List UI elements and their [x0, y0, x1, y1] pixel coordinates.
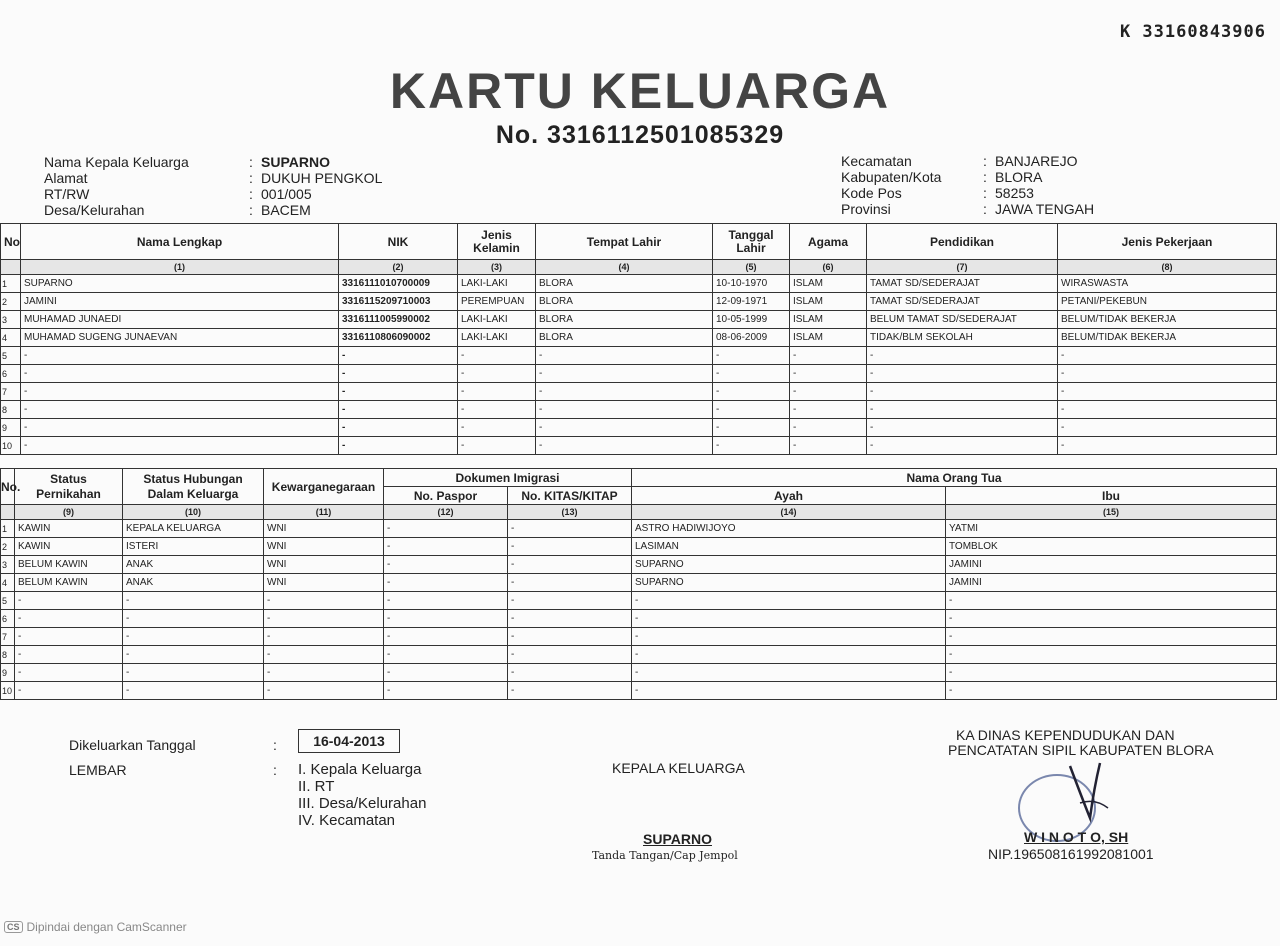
index-cell: (5) [713, 260, 790, 275]
table-cell: SUPARNO [632, 556, 946, 574]
table-cell: - [508, 610, 632, 628]
table-cell: MUHAMAD SUGENG JUNAEVAN [21, 329, 339, 347]
table-cell: - [508, 682, 632, 700]
head-name: SUPARNO [643, 831, 712, 847]
table-cell: - [946, 646, 1277, 664]
table-cell: - [713, 437, 790, 455]
table-cell: SUPARNO [21, 275, 339, 293]
camscanner-icon: CS [4, 921, 23, 933]
table-cell: - [123, 664, 264, 682]
info-row: RT/RW : 001/005 [44, 186, 312, 202]
col-header: Dokumen Imigrasi [384, 469, 632, 487]
table-cell: ISLAM [790, 275, 867, 293]
table-cell: 9 [1, 664, 15, 682]
table-row [1, 437, 1277, 455]
table-cell: BELUM TAMAT SD/SEDERAJAT [867, 311, 1058, 329]
info-label: Nama Kepala Keluarga [44, 154, 189, 170]
official-name: W I N O T O, SH [1024, 829, 1129, 845]
table-cell: - [384, 628, 508, 646]
table-header-row [1, 469, 1277, 487]
table-cell: 5 [1, 592, 15, 610]
table-row [1, 275, 1277, 293]
index-cell: (11) [264, 505, 384, 520]
table-cell: 1 [1, 275, 21, 293]
info-value: 001/005 [261, 186, 312, 202]
table-row [1, 574, 1277, 592]
table-cell: 9 [1, 419, 21, 437]
table-cell: - [536, 347, 713, 365]
col-header: Tempat Lahir [536, 224, 713, 260]
office-line-2: PENCATATAN SIPIL KABUPATEN BLORA [948, 742, 1214, 758]
table-cell: 7 [1, 628, 15, 646]
table-row [1, 646, 1277, 664]
index-cell [1, 505, 15, 520]
table-cell: TIDAK/BLM SEKOLAH [867, 329, 1058, 347]
table-cell: WNI [264, 556, 384, 574]
table-cell: - [713, 347, 790, 365]
table-cell: - [632, 646, 946, 664]
table-cell: WNI [264, 520, 384, 538]
table-cell: - [384, 610, 508, 628]
info-row: Provinsi : JAWA TENGAH [841, 201, 1095, 217]
col-header: Agama [790, 224, 867, 260]
col-header: Nama Orang Tua [632, 469, 1277, 487]
table-cell: ANAK [123, 574, 264, 592]
table-row [1, 592, 1277, 610]
scanner-watermark [4, 920, 187, 934]
lembar-item: IV. Kecamatan [298, 812, 396, 829]
table-cell: 2 [1, 538, 15, 556]
table-cell: - [508, 520, 632, 538]
family-status-table [0, 468, 1277, 700]
info-value: 58253 [995, 185, 1034, 201]
table-cell: BELUM/TIDAK BEKERJA [1058, 311, 1277, 329]
table-cell: - [508, 628, 632, 646]
table-cell: 10 [1, 437, 21, 455]
index-row [1, 505, 1277, 520]
table-cell: - [339, 401, 458, 419]
info-value: BACEM [261, 202, 311, 218]
document-title: KARTU KELUARGA [389, 63, 891, 119]
table-cell: TAMAT SD/SEDERAJAT [867, 275, 1058, 293]
index-cell: (15) [946, 505, 1277, 520]
table-cell: - [21, 383, 339, 401]
index-cell: (1) [21, 260, 339, 275]
table-cell: 3316110806090002 [339, 329, 458, 347]
info-right [841, 153, 1094, 217]
table-cell: ISLAM [790, 329, 867, 347]
table-cell: - [21, 347, 339, 365]
table-cell: - [21, 365, 339, 383]
info-label: Provinsi [841, 201, 891, 217]
table-cell: 8 [1, 646, 15, 664]
index-cell [1, 260, 21, 275]
table-cell: - [264, 646, 384, 664]
table-cell: - [21, 437, 339, 455]
table-cell: - [21, 401, 339, 419]
index-cell: (3) [458, 260, 536, 275]
table-row [1, 365, 1277, 383]
table-cell: - [1058, 365, 1277, 383]
table-row [1, 628, 1277, 646]
table-cell: - [790, 419, 867, 437]
col-header: Status Hubungan Dalam Keluarga [123, 469, 264, 505]
table-cell: YATMI [946, 520, 1277, 538]
table-cell: - [790, 383, 867, 401]
table-cell: - [790, 365, 867, 383]
info-label: Kabupaten/Kota [841, 169, 942, 185]
table-cell: LAKI-LAKI [458, 329, 536, 347]
info-value: JAWA TENGAH [995, 201, 1095, 217]
table-cell: BLORA [536, 293, 713, 311]
table-cell: BELUM KAWIN [15, 574, 123, 592]
col-header: No. KITAS/KITAP [508, 487, 632, 505]
family-members-table [0, 223, 1277, 455]
table-cell: - [123, 628, 264, 646]
table-cell: KAWIN [15, 520, 123, 538]
table-cell: LAKI-LAKI [458, 275, 536, 293]
table-cell: - [264, 628, 384, 646]
table-cell: - [946, 592, 1277, 610]
table-cell: - [536, 437, 713, 455]
info-label: Kecamatan [841, 153, 912, 169]
table-cell: 3316111010700009 [339, 275, 458, 293]
info-value: BANJAREJO [995, 153, 1078, 169]
info-label: Alamat [44, 170, 88, 186]
index-cell: (7) [867, 260, 1058, 275]
table-cell: WIRASWASTA [1058, 275, 1277, 293]
table-cell: - [264, 682, 384, 700]
table-cell: 10 [1, 682, 15, 700]
table-row [1, 347, 1277, 365]
table-cell: - [123, 646, 264, 664]
info-label: Desa/Kelurahan [44, 202, 145, 218]
table-row [1, 538, 1277, 556]
table-cell: - [946, 664, 1277, 682]
col-header: Jenis Pekerjaan [1058, 224, 1277, 260]
table-cell: KEPALA KELUARGA [123, 520, 264, 538]
info-row: Kode Pos : 58253 [841, 185, 1034, 201]
table-cell: - [339, 419, 458, 437]
table-cell: - [946, 628, 1277, 646]
table-cell: - [1058, 437, 1277, 455]
lembar-label: LEMBAR [69, 762, 127, 778]
info-left [44, 154, 382, 218]
col-header: Ayah [632, 487, 946, 505]
table-cell: 6 [1, 365, 21, 383]
table-row [1, 311, 1277, 329]
table-row [1, 329, 1277, 347]
table-cell: - [339, 383, 458, 401]
table-row [1, 293, 1277, 311]
col-header: Pendidikan [867, 224, 1058, 260]
table-cell: LAKI-LAKI [458, 311, 536, 329]
table-cell: - [15, 682, 123, 700]
info-label: Kode Pos [841, 185, 902, 201]
table-cell: SUPARNO [632, 574, 946, 592]
table-cell: 3316111005990002 [339, 311, 458, 329]
table-cell: - [632, 664, 946, 682]
table-cell: PETANI/PEKEBUN [1058, 293, 1277, 311]
table-cell: - [713, 419, 790, 437]
index-row [1, 260, 1277, 275]
table-cell: - [339, 365, 458, 383]
table-row [1, 610, 1277, 628]
col-header: Status Pernikahan [15, 469, 123, 505]
table-cell: - [384, 556, 508, 574]
col-header: Tanggal Lahir [713, 224, 790, 260]
info-row: Nama Kepala Keluarga : SUPARNO [44, 154, 330, 170]
document-number: No. 3316112501085329 [495, 121, 785, 149]
table-cell: - [946, 682, 1277, 700]
table-cell: - [867, 419, 1058, 437]
signature [1060, 758, 1120, 828]
table-row [1, 664, 1277, 682]
table-cell: JAMINI [946, 574, 1277, 592]
index-cell: (2) [339, 260, 458, 275]
col-header: Ibu [946, 487, 1277, 505]
table-cell: - [458, 419, 536, 437]
table-cell: - [458, 401, 536, 419]
table-cell: MUHAMAD JUNAEDI [21, 311, 339, 329]
issued-colon: : [273, 737, 277, 753]
table-cell: - [15, 646, 123, 664]
table-cell: - [21, 419, 339, 437]
table-cell: 3316115209710003 [339, 293, 458, 311]
table-cell: 08-06-2009 [713, 329, 790, 347]
col-header: Jenis Kelamin [458, 224, 536, 260]
index-cell: (12) [384, 505, 508, 520]
index-cell: (8) [1058, 260, 1277, 275]
info-row: Alamat : DUKUH PENGKOL [44, 170, 383, 186]
table-cell: 4 [1, 329, 21, 347]
table-cell: - [15, 592, 123, 610]
table-cell: 12-09-1971 [713, 293, 790, 311]
col-header: Kewarganegaraan [264, 469, 384, 505]
table-cell: - [867, 401, 1058, 419]
table-cell: TOMBLOK [946, 538, 1277, 556]
col-header: No [1, 224, 21, 260]
table-cell: - [867, 365, 1058, 383]
table-cell: - [339, 437, 458, 455]
table-row [1, 556, 1277, 574]
index-cell: (4) [536, 260, 713, 275]
table-cell: - [458, 347, 536, 365]
table-row [1, 520, 1277, 538]
table-cell: - [384, 682, 508, 700]
table-cell: - [1058, 401, 1277, 419]
table-cell: BLORA [536, 275, 713, 293]
table-cell: - [15, 610, 123, 628]
serial-number: K 33160843906 [1119, 22, 1266, 42]
table-cell: - [508, 556, 632, 574]
table-cell: BLORA [536, 311, 713, 329]
table-row [1, 401, 1277, 419]
col-header: NIK [339, 224, 458, 260]
watermark-text: Dipindai dengan CamScanner [26, 920, 187, 934]
table-row [1, 682, 1277, 700]
table-cell: LASIMAN [632, 538, 946, 556]
table-cell: PEREMPUAN [458, 293, 536, 311]
table-cell: - [632, 628, 946, 646]
table-cell: - [713, 365, 790, 383]
table-cell: - [384, 664, 508, 682]
table-cell: - [264, 610, 384, 628]
table-cell: 8 [1, 401, 21, 419]
table-cell: 10-05-1999 [713, 311, 790, 329]
table-cell: 6 [1, 610, 15, 628]
table-cell: ASTRO HADIWIJOYO [632, 520, 946, 538]
table-cell: - [790, 437, 867, 455]
table-cell: - [384, 574, 508, 592]
table-cell: - [264, 664, 384, 682]
lembar-list [298, 761, 426, 829]
table-cell: WNI [264, 574, 384, 592]
lembar-item: I. Kepala Keluarga [298, 761, 422, 778]
table-cell: 1 [1, 520, 15, 538]
info-value: DUKUH PENGKOL [261, 170, 383, 186]
index-cell: (13) [508, 505, 632, 520]
table-cell: - [384, 646, 508, 664]
col-header: No. [1, 469, 15, 505]
table-cell: 5 [1, 347, 21, 365]
table-cell: 3 [1, 556, 15, 574]
table-cell: - [790, 347, 867, 365]
table-cell: - [123, 682, 264, 700]
table-cell: - [867, 437, 1058, 455]
info-value: BLORA [995, 169, 1043, 185]
table-cell: - [1058, 419, 1277, 437]
table-cell: - [458, 365, 536, 383]
table-cell: - [632, 610, 946, 628]
table-cell: - [867, 347, 1058, 365]
table-cell: - [15, 628, 123, 646]
office-line-1: KA DINAS KEPENDUDUKAN DAN [956, 727, 1175, 743]
table-cell: JAMINI [946, 556, 1277, 574]
lembar-item: II. RT [298, 778, 335, 795]
head-caption: Tanda Tangan/Cap Jempol [592, 849, 738, 862]
table-cell: - [536, 365, 713, 383]
table-cell: 4 [1, 574, 15, 592]
lembar-colon: : [273, 762, 277, 778]
info-row: Kecamatan : BANJAREJO [841, 153, 1078, 169]
table-cell: - [508, 646, 632, 664]
info-label: RT/RW [44, 186, 90, 202]
table-cell: - [790, 401, 867, 419]
table-cell: - [713, 383, 790, 401]
table-row [1, 383, 1277, 401]
table-cell: JAMINI [21, 293, 339, 311]
table-cell: 10-10-1970 [713, 275, 790, 293]
table-cell: ISLAM [790, 293, 867, 311]
table-cell: ANAK [123, 556, 264, 574]
table-row [1, 419, 1277, 437]
table-cell: KAWIN [15, 538, 123, 556]
table-cell: - [536, 419, 713, 437]
info-row: Kabupaten/Kota : BLORA [841, 169, 1043, 185]
info-value: SUPARNO [261, 154, 330, 170]
table-cell: - [508, 538, 632, 556]
table-cell: - [123, 592, 264, 610]
table-cell: - [536, 401, 713, 419]
table-cell: - [508, 574, 632, 592]
table-cell: - [339, 347, 458, 365]
table-cell: - [458, 383, 536, 401]
index-cell: (6) [790, 260, 867, 275]
table-cell: 7 [1, 383, 21, 401]
table-cell: ISLAM [790, 311, 867, 329]
table-cell: - [384, 520, 508, 538]
table-cell: BLORA [536, 329, 713, 347]
table-cell: - [508, 664, 632, 682]
table-cell: 2 [1, 293, 21, 311]
table-cell: TAMAT SD/SEDERAJAT [867, 293, 1058, 311]
official-nip: NIP.196508161992081001 [988, 846, 1154, 862]
issued-date: 16-04-2013 [298, 729, 400, 753]
index-cell: (14) [632, 505, 946, 520]
col-header: No. Paspor [384, 487, 508, 505]
table-cell: - [946, 610, 1277, 628]
table-cell: - [1058, 347, 1277, 365]
table-cell: - [867, 383, 1058, 401]
col-header: Nama Lengkap [21, 224, 339, 260]
table-cell: - [632, 592, 946, 610]
table-header-row [1, 224, 1277, 260]
issued-label: Dikeluarkan Tanggal [69, 737, 196, 753]
table-cell: ISTERI [123, 538, 264, 556]
table-cell: - [536, 383, 713, 401]
table-cell: 3 [1, 311, 21, 329]
index-cell: (9) [15, 505, 123, 520]
table-cell: - [123, 610, 264, 628]
table-cell: - [632, 682, 946, 700]
table-cell: - [384, 592, 508, 610]
table-cell: - [264, 592, 384, 610]
info-row: Desa/Kelurahan : BACEM [44, 202, 311, 218]
table-cell: - [713, 401, 790, 419]
lembar-item: III. Desa/Kelurahan [298, 795, 427, 812]
table-cell: BELUM KAWIN [15, 556, 123, 574]
table-cell: - [15, 664, 123, 682]
table-cell: - [508, 592, 632, 610]
table-cell: WNI [264, 538, 384, 556]
table-cell: BELUM/TIDAK BEKERJA [1058, 329, 1277, 347]
index-cell: (10) [123, 505, 264, 520]
table-cell: - [384, 538, 508, 556]
table-cell: - [1058, 383, 1277, 401]
table-cell: - [458, 437, 536, 455]
head-title: KEPALA KELUARGA [612, 760, 745, 776]
